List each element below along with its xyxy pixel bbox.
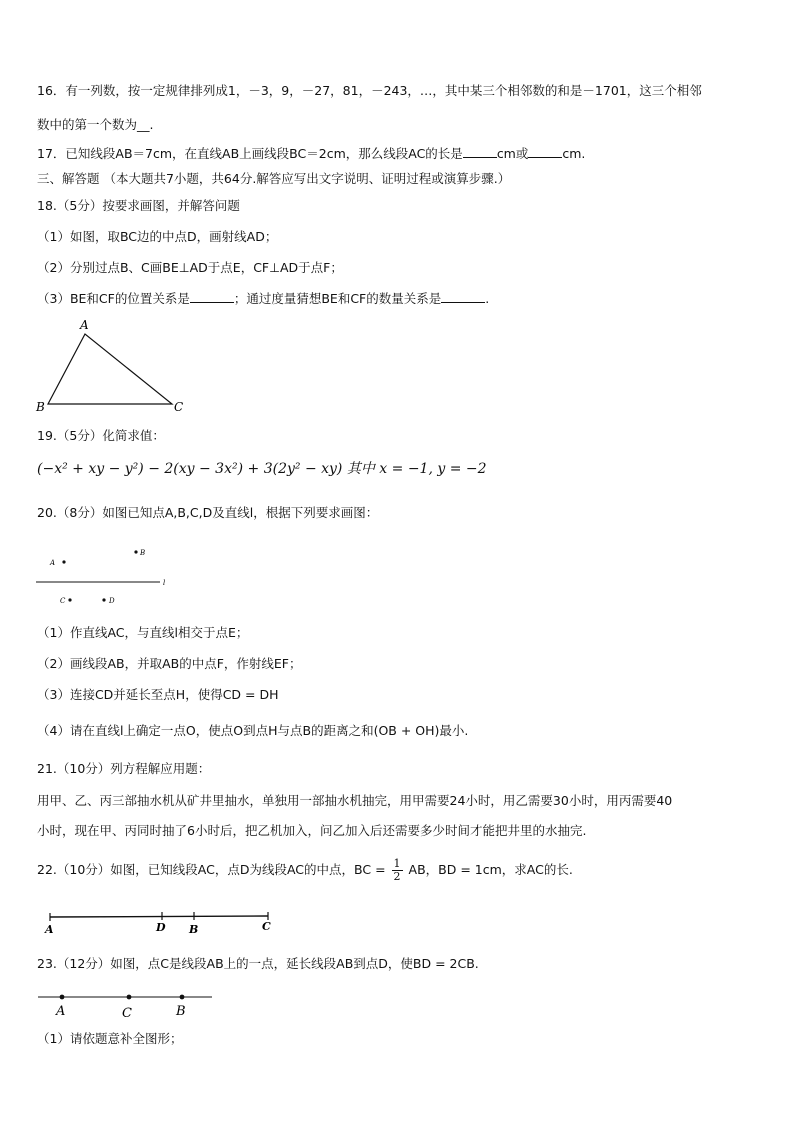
fraction-denominator: 2 (393, 870, 401, 883)
q23-segment-figure (34, 988, 214, 1020)
q18-p3a: （3）BE和CF的位置关系是 (37, 291, 190, 306)
q18-p3b: ；通过度量猜想BE和CF的数量关系是 (233, 291, 442, 306)
point-b (180, 995, 185, 1000)
q20-part4: （4）请在直线l上确定一点O，使点O到点H与点B的距离之和(OB + OH)最小. (37, 723, 469, 738)
label-b: B (176, 1004, 186, 1019)
point-d (102, 598, 105, 601)
label-b: B (189, 923, 199, 935)
q16-line2: 数中的第一个数为__. (37, 117, 154, 132)
q18-part3 (37, 290, 489, 308)
point-a (62, 560, 65, 563)
q22-segment-figure (40, 905, 280, 935)
q17-blank-2 (528, 145, 562, 158)
q18-title: 18.（5分）按要求画图，并解答问题 (37, 198, 240, 213)
point-c (127, 995, 132, 1000)
label-l: l (163, 579, 166, 587)
q19-expression: (−x² + xy − y²) − 2(xy − 3x²) + 3(2y² − xy) 其中 x = −1, y = −2 (37, 461, 487, 477)
q18-p3c: . (485, 291, 490, 306)
q17-line (37, 145, 585, 163)
q18-blank-1 (190, 290, 234, 303)
q17-text: 17．已知线段AB＝7cm，在直线AB上画线段BC＝2cm，那么线段AC的长是 (37, 146, 463, 161)
q19-title: 19.（5分）化简求值： (37, 428, 165, 443)
label-a: A (50, 559, 56, 567)
q20-title: 20.（8分）如图已知点A,B,C,D及直线l，根据下列要求画图： (37, 505, 379, 520)
q23-part1: （1）请依题意补全图形； (37, 1031, 183, 1046)
segment-ac (50, 916, 268, 917)
q17-unit1: cm或 (496, 146, 529, 161)
triangle-abc (48, 334, 172, 404)
label-b: B (140, 549, 146, 557)
q21-title: 21.（10分）列方程解应用题： (37, 761, 211, 776)
q21-line2: 小时，现在甲、丙同时抽了6小时后，把乙机加入，问乙加入后还需要多少时间才能把井里的水抽完. (37, 823, 587, 838)
q18-part1: （1）如图，取BC边的中点D，画射线AD； (37, 229, 278, 244)
q20-points-figure (30, 540, 190, 610)
q22-text-b: AB，BD = 1cm，求AC的长. (408, 862, 573, 877)
point-a (60, 995, 65, 1000)
label-c: C (60, 597, 66, 605)
q22-fraction (392, 858, 403, 883)
q16-line1: 16．有一列数，按一定规律排列成1，－3，9，－27，81，－243，…，其中某三个相邻数的和是－1701，这三个相邻 (37, 83, 702, 98)
fraction-numerator: 1 (393, 857, 401, 870)
q20-part3: （3）连接CD并延长至点H，使得CD = DH (37, 687, 279, 702)
label-a: A (56, 1004, 66, 1019)
q18-triangle-figure (30, 314, 200, 414)
label-c: C (174, 400, 184, 414)
q23-title: 23.（12分）如图，点C是线段AB上的一点，延长线段AB到点D，使BD = 2CB. (37, 956, 479, 971)
q18-part2: （2）分别过点B、C画BE⊥AD于点E，CF⊥AD于点F； (37, 260, 343, 275)
q22-line (37, 858, 573, 883)
label-c: C (262, 920, 271, 933)
q17-unit2: cm. (562, 146, 586, 161)
label-b: B (36, 400, 45, 414)
point-c (68, 598, 71, 601)
q18-blank-2 (441, 290, 485, 303)
q20-part1: （1）作直线AC，与直线l相交于点E； (37, 625, 249, 640)
point-b (134, 550, 137, 553)
label-a: A (45, 923, 54, 935)
section-header: 三、解答题 （本大题共7小题，共64分.解答应写出文字说明、证明过程或演算步骤.） (37, 171, 511, 186)
q20-part2: （2）画线段AB，并取AB的中点F，作射线EF； (37, 656, 302, 671)
q21-line1: 用甲、乙、丙三部抽水机从矿井里抽水，单独用一部抽水机抽完，用甲需要24小时，用乙需要30小时，用丙需要40 (37, 793, 673, 808)
q22-text-a: 22.（10分）如图，已知线段AC，点D为线段AC的中点，BC = (37, 862, 386, 877)
label-d: D (109, 597, 115, 605)
label-a: A (80, 318, 89, 332)
label-c: C (122, 1006, 132, 1020)
q17-blank-1 (463, 145, 497, 158)
label-d: D (156, 921, 166, 934)
